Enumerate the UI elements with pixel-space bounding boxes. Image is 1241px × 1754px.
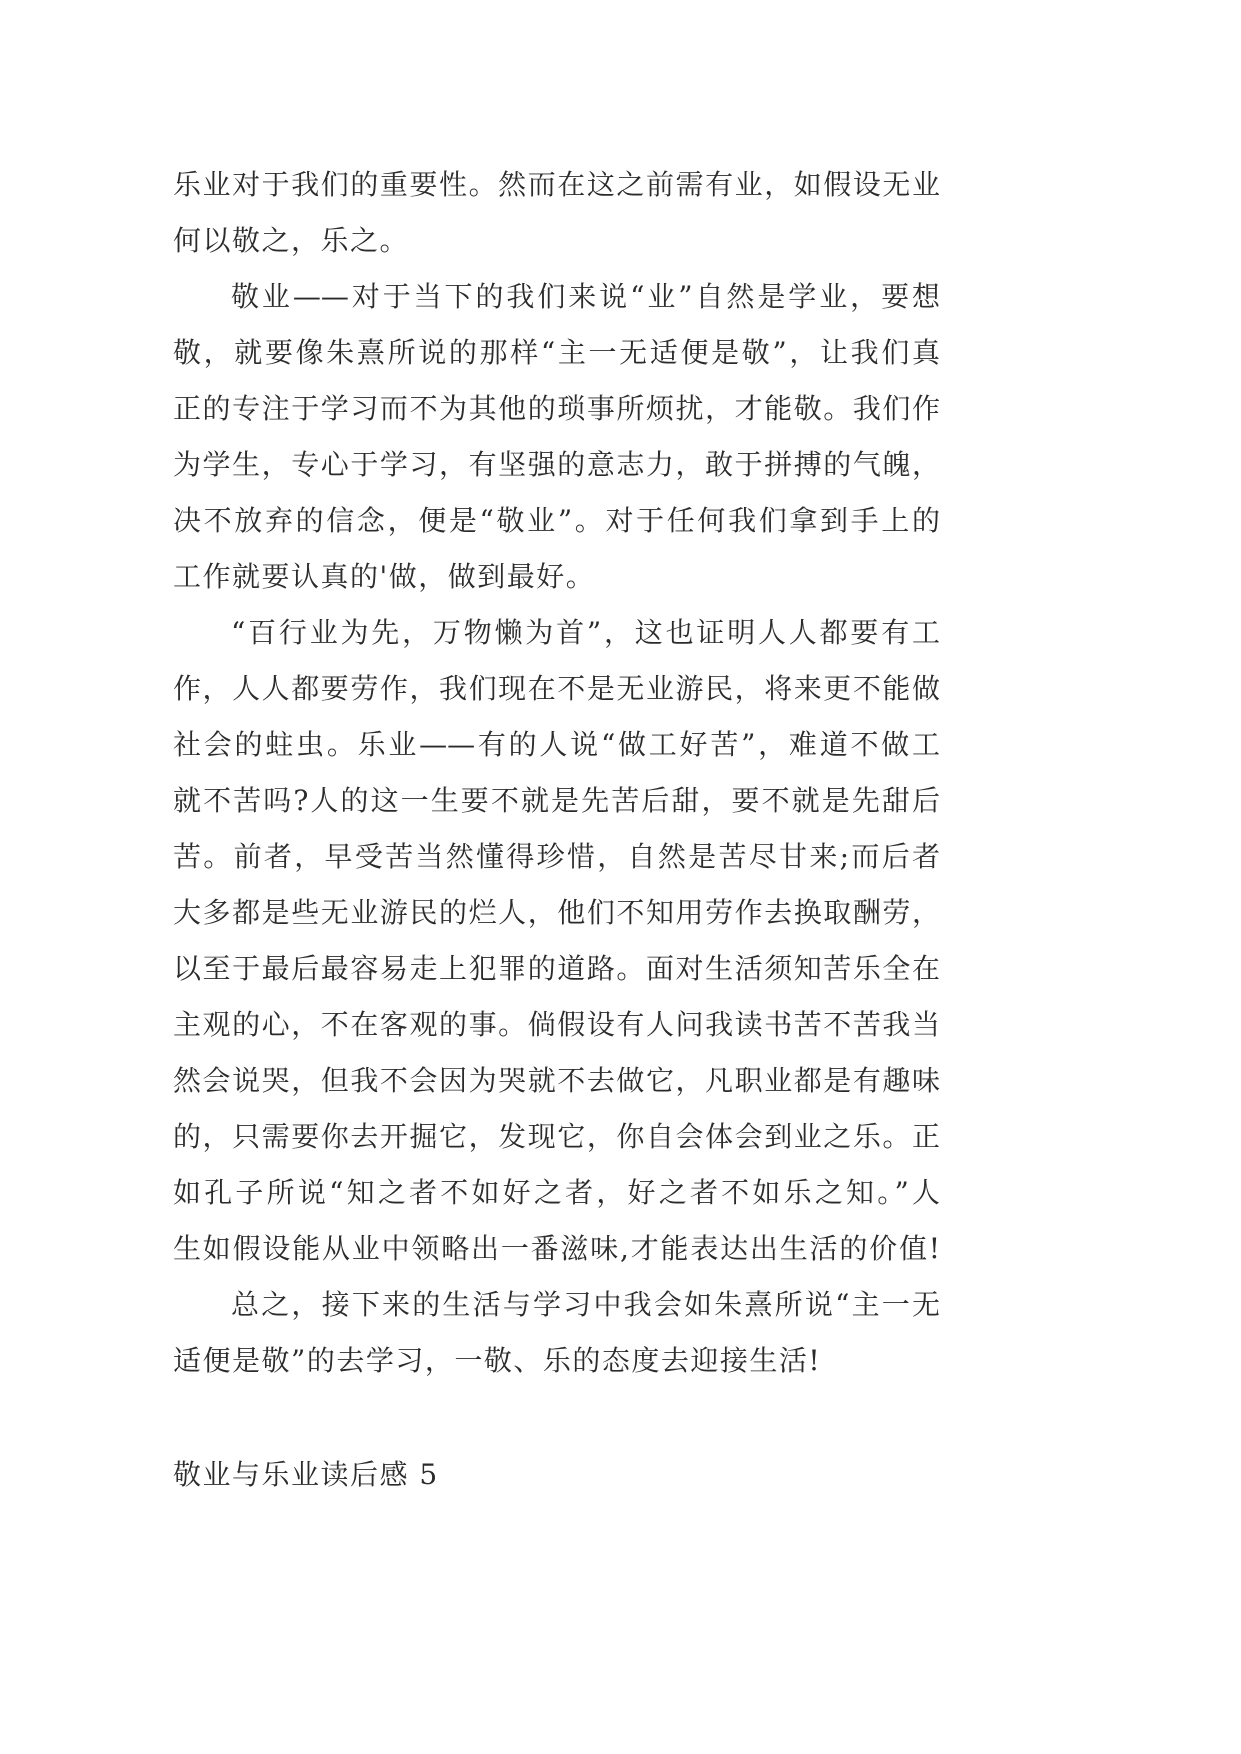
text-line: 然会说哭，但我不会因为哭就不去做它，凡职业都是有趣味 [173,1064,940,1097]
paragraph-enjoyment [173,605,940,1277]
paragraph-continued [173,157,940,269]
text-line: 以至于最后最容易走上犯罪的道路。面对生活须知苦乐全在 [173,952,940,985]
text-line: 正的专注于学习而不为其他的琐事所烦扰，才能敬。我们作 [173,392,940,425]
paragraph-conclusion [173,1277,940,1389]
paragraph-dedication [173,269,940,605]
text-line: 敬业——对于当下的我们来说“业”自然是学业，要想 [231,280,940,313]
text-line: 适便是敬”的去学习，一敬、乐的态度去迎接生活! [173,1344,822,1377]
text-line: 为学生，专心于学习，有坚强的意志力，敢于拼搏的气魄， [173,448,940,481]
text-line: 决不放弃的信念，便是“敬业”。对于任何我们拿到手上的 [173,504,940,537]
text-line: 主观的心，不在客观的事。倘假设有人问我读书苦不苦我当 [173,1008,940,1041]
text-line: 就不苦吗?人的这一生要不就是先苦后甜，要不就是先甜后 [173,784,940,817]
text-line: 的，只需要你去开掘它，发现它，你自会体会到业之乐。正 [173,1120,940,1153]
text-line: 如孔子所说“知之者不如好之者，好之者不如乐之知。”人 [173,1176,940,1209]
text-line: 生如假设能从业中领略出一番滋味,才能表达出生活的价值! [173,1232,940,1265]
text-line: 工作就要认真的'做，做到最好。 [173,560,596,593]
text-line: 何以敬之，乐之。 [173,224,410,257]
text-line: 乐业对于我们的重要性。然而在这之前需有业，如假设无业 [173,168,940,201]
text-line: 总之，接下来的生活与学习中我会如朱熹所说“主一无 [231,1288,940,1321]
text-line: 大多都是些无业游民的烂人，他们不知用劳作去换取酬劳， [173,896,940,929]
text-line: 敬，就要像朱熹所说的那样“主一无适便是敬”，让我们真 [173,336,940,369]
text-line: 社会的蛀虫。乐业——有的人说“做工好苦”，难道不做工 [173,728,940,761]
text-line: 作，人人都要劳作，我们现在不是无业游民，将来更不能做 [173,672,940,705]
document-body [173,157,940,1503]
text-line: 苦。前者，早受苦当然懂得珍惜，自然是苦尽甘来;而后者 [173,840,940,873]
text-line: “百行业为先，万物懒为首”，这也证明人人都要有工 [231,616,940,649]
section-heading: 敬业与乐业读后感 5 [173,1458,439,1491]
